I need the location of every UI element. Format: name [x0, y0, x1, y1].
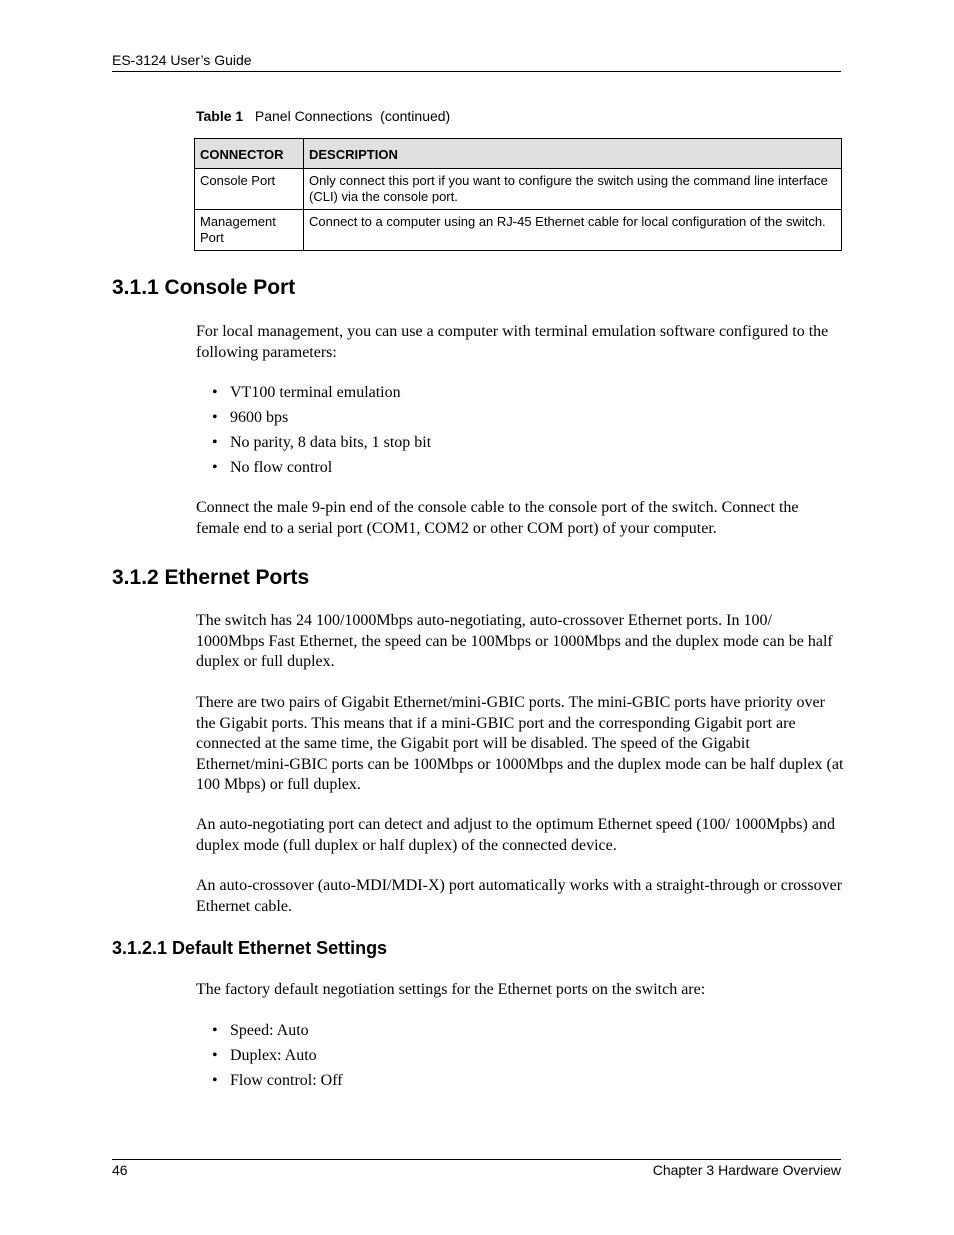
section-heading-ethernet-ports: 3.1.2 Ethernet Ports [112, 566, 310, 589]
cell-description: Only connect this port if you want to configure the switch using the command line interface (CLI) via the console port. [304, 169, 842, 210]
list-item: • 9600 bps [212, 409, 289, 426]
console-parameters-list [196, 383, 431, 483]
panel-connections-table [194, 138, 842, 251]
list-item: • Duplex: Auto [212, 1047, 317, 1064]
column-header-connector: CONNECTOR [195, 139, 304, 169]
subsection-heading-default-settings: 3.1.2.1 Default Ethernet Settings [112, 938, 388, 958]
table-row [195, 210, 842, 251]
page-number: 46 [112, 1162, 128, 1178]
running-header: ES-3124 User’s Guide [112, 52, 252, 68]
list-item: • Speed: Auto [212, 1022, 309, 1039]
column-header-description: DESCRIPTION [304, 139, 842, 169]
table-caption-text: Panel Connections (continued) [254, 108, 451, 124]
ethernet-paragraph-1: The switch has 24 100/1000Mbps auto-negotiating, auto-crossover Ethernet ports. In 100/ 1000Mbps Fast Ethernet, the speed can be 100Mbps or 1000Mbps and the duplex mode can be half duplex or full duplex. [196, 612, 833, 670]
defaults-intro-paragraph: The factory default negotiation settings for the Ethernet ports on the switch are: [196, 981, 706, 998]
console-intro-paragraph: For local management, you can use a computer with terminal emulation software configured to the following parameters: [196, 323, 829, 361]
list-item: • Flow control: Off [212, 1072, 343, 1089]
list-item: • VT100 terminal emulation [212, 384, 401, 401]
table-caption [196, 108, 450, 124]
cell-connector: Console Port [195, 169, 304, 210]
ethernet-paragraph-2: There are two pairs of Gigabit Ethernet/mini-GBIC ports. The mini-GBIC ports have priority over the Gigabit ports. This means that if a mini-GBIC port and the corresponding Gigabit port are connected at the same time, the Gigabit port will be disabled. The speed of the Gigabit Ethernet/mini-GBIC ports can be 100Mbps or 1000Mbps and the duplex mode can be half duplex (at 100 Mbps) or full duplex. [196, 694, 844, 793]
list-item: • No parity, 8 data bits, 1 stop bit [212, 434, 432, 451]
cell-connector: Management Port [195, 210, 304, 251]
table-row [195, 169, 842, 210]
header-rule [112, 71, 841, 72]
footer-rule [112, 1159, 841, 1160]
ethernet-paragraph-4: An auto-crossover (auto-MDI/MDI-X) port automatically works with a straight-through or crossover Ethernet cable. [196, 877, 843, 915]
console-outro-paragraph: Connect the male 9-pin end of the console cable to the console port of the switch. Connect the female end to a serial port (COM1, COM2 or other COM port) of your computer. [196, 499, 799, 537]
table-header-row [195, 139, 842, 169]
table-caption-label: Table 1 [196, 108, 244, 124]
list-item: • No flow control [212, 459, 333, 476]
default-settings-list [196, 1021, 343, 1091]
section-heading-console-port: 3.1.1 Console Port [112, 276, 296, 299]
chapter-title: Chapter 3 Hardware Overview [652, 1162, 841, 1178]
cell-description: Connect to a computer using an RJ-45 Ethernet cable for local configuration of the switch. [304, 210, 842, 251]
ethernet-paragraph-3: An auto-negotiating port can detect and adjust to the optimum Ethernet speed (100/ 1000Mpbs) and duplex mode (full duplex or half duplex) of the connected device. [196, 816, 835, 854]
